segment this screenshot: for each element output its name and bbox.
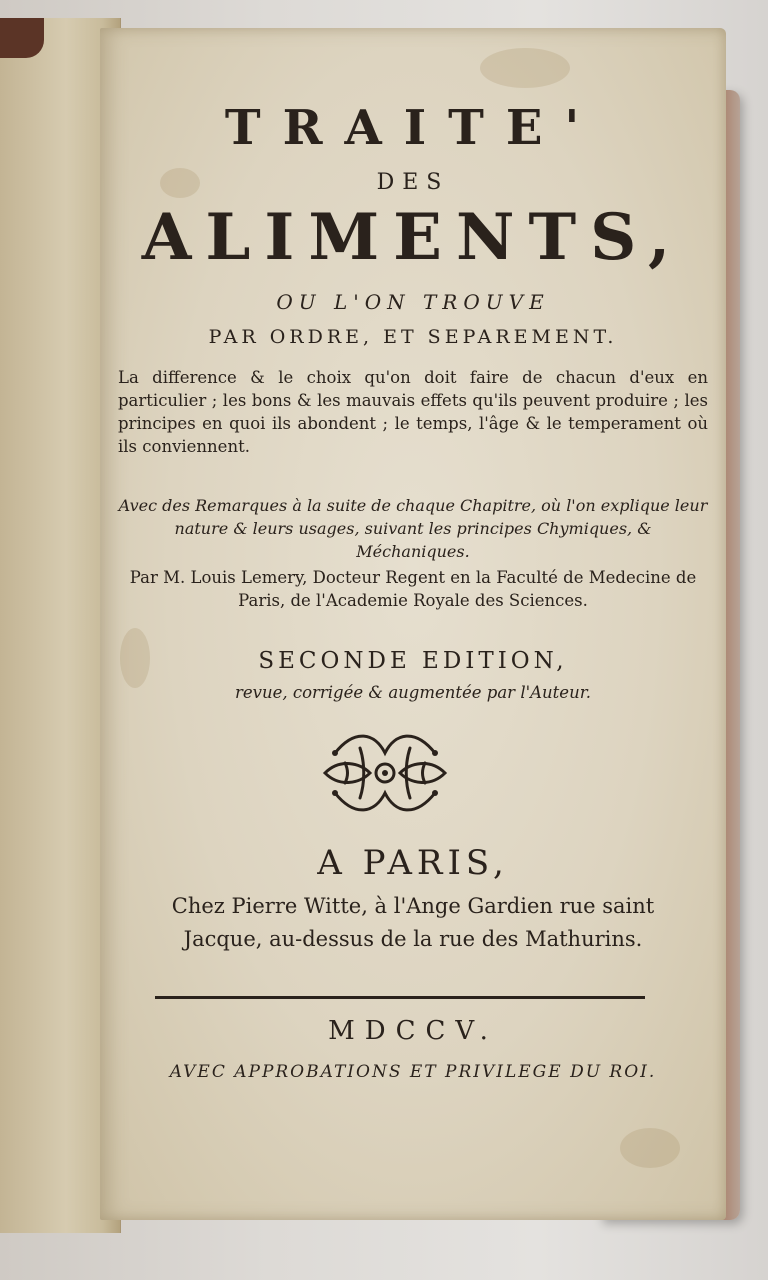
- place-line: A PARIS,: [317, 843, 509, 883]
- subtitle-line-2: PAR ORDRE, ET SEPAREMENT.: [208, 326, 618, 348]
- title-line-des: DES: [376, 170, 450, 195]
- date-line: MDCCV.: [328, 1016, 498, 1046]
- subtitle-line-1: OU L'ON TROUVE: [276, 290, 550, 314]
- publisher-paragraph: Chez Pierre Witte, à l'Ange Gardien rue saint Jacque, au-dessus de la rue des Mathurins.: [171, 894, 655, 951]
- description-paragraph: La difference & le choix qu'on doit faire de chacun d'eux en particulier ; les bons & les mauvais effets qu'ils peuvent produire ; les principes en quoi ils abondent ; le temps, l'âge & le temperament où ils conviennent.: [118, 368, 708, 456]
- privilege-line: AVEC APPROBATIONS ET PRIVILEGE DU ROI.: [169, 1062, 657, 1082]
- title-page-text: [100, 28, 726, 1220]
- printers-ornament-icon: [315, 723, 455, 823]
- horizontal-rule: [155, 996, 645, 999]
- title-line-traite: TRAITE': [224, 100, 602, 156]
- edition-line: SECONDE EDITION,: [258, 648, 568, 674]
- author-paragraph: Par M. Louis Lemery, Docteur Regent en la Faculté de Medecine de Paris, de l'Academie Royale des Sciences.: [129, 568, 697, 610]
- title-line-aliments: ALIMENTS,: [141, 200, 685, 275]
- spine-leather: [0, 18, 44, 58]
- title-page: [100, 28, 726, 1220]
- revision-line: revue, corrigée & augmentée par l'Auteur.: [234, 683, 592, 702]
- remarks-paragraph: Avec des Remarques à la suite de chaque Chapitre, où l'on explique leur nature & leurs usages, suivant les principes Chymiques, & Méchaniques.: [118, 496, 708, 561]
